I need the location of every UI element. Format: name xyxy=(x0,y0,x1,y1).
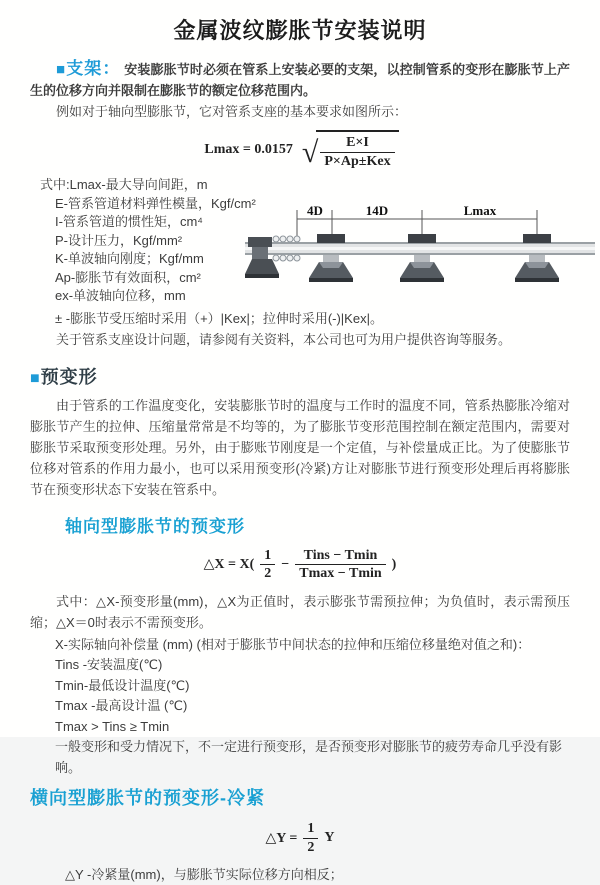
lmax-formula-radicand xyxy=(316,130,398,170)
lmax-formula-numerator: E×I xyxy=(320,134,394,153)
definition-line: E-管系管道材料弹性模量，Kgf/cm² xyxy=(55,195,256,211)
delta-y-rhs: Y xyxy=(324,830,335,845)
definition-line: 式中:Lmax-最大导向间距，m xyxy=(40,177,208,192)
guide-support xyxy=(400,234,444,282)
lmax-formula-lhs: Lmax = 0.0157 xyxy=(204,142,293,157)
minus-operator: − xyxy=(281,556,290,572)
radical-sign-icon: √ xyxy=(301,135,319,169)
support-example-line: 例如对于轴向型膨胀节，它对管系支座的基本要求如图所示： xyxy=(56,104,408,119)
axial-subheading: 轴向型膨胀节的预变形 xyxy=(65,516,245,536)
preform-body-paragraph: 由于管系的工作温度变化，安装膨胀节时的温度与工作时的温度不同，管系热膨胀冷缩对膨胀节产生的拉伸、压缩量常常是不均等的，为了膨胀节变形范围控制在额定范围内，需要对膨胀节采取预变形处理。另外，由于膨账节刚度是一个定值，与补偿量成正比。为了使膨胀节位移对管系的作用力最小，也可以采用预变形(冷紧)方让对膨胀节进行预变形处理后再将膨胀节在预变形状态下安装在管系中。 xyxy=(30,397,570,497)
sign-convention-note: ± -膨胀节受压缩时采用（+）|Kex|；拉伸时采用(-)|Kex|。 xyxy=(55,310,383,326)
one-half-fraction xyxy=(260,547,275,583)
section-square-icon: ■ xyxy=(30,369,41,387)
definition-line: ex-单波轴向位移，mm xyxy=(55,288,186,303)
page-title: 金属波纹膨胀节安装说明 xyxy=(173,18,427,43)
temperature-fraction xyxy=(295,547,385,583)
delta-x-formula xyxy=(30,547,570,583)
fraction-numerator: Tins − Tmin xyxy=(295,547,385,566)
delta-y-formula xyxy=(30,820,570,856)
one-half-fraction xyxy=(303,820,318,856)
fraction-denominator: 2 xyxy=(307,839,315,855)
x-note: X-实际轴向补偿量 (mm) (相对于膨胀节中间状态的拉伸和压缩位移量绝对值之和)： xyxy=(55,636,531,652)
fraction-denominator: 2 xyxy=(264,566,272,581)
dim-label-4d: 4D xyxy=(307,203,323,218)
definition-line: Ap-膨胀节有效面积，cm² xyxy=(55,269,201,285)
section-square-icon: ■ xyxy=(56,61,66,78)
guide-support xyxy=(515,234,559,282)
temp-line: Tmin-最低设计温度(℃) xyxy=(55,677,190,693)
guide-support xyxy=(309,234,353,282)
dim-label-14d: 14D xyxy=(365,203,389,218)
dim-label-lmax: Lmax xyxy=(463,203,497,218)
preform-heading-text: 预变形 xyxy=(40,366,98,387)
lmax-formula-denominator: P×Ap±Kex xyxy=(324,153,391,169)
delta-y-note: △Y -冷紧量(mm)，与膨胀节实际位移方向相反； xyxy=(65,867,343,882)
fraction-numerator: 1 xyxy=(303,820,318,839)
delta-y-lhs: △Y = xyxy=(265,830,298,846)
close-paren: ) xyxy=(391,556,397,572)
temp-line: Tmax -最高设计温 (℃) xyxy=(55,698,188,713)
lateral-subheading: 横向型膨胀节的预变形-冷紧 xyxy=(30,788,265,808)
temp-line: Tmax > Tins ≥ Tmin xyxy=(55,718,170,734)
general-note: 一般变形和受力情况下，不一定进行预变形，是否预变形对膨胀节的疲劳寿命几乎没有影响。 xyxy=(55,739,563,775)
consult-note: 关于管系支座设计问题，请参阅有关资料，本公司也可为用户提供咨询等服务。 xyxy=(56,331,512,347)
definition-line: P-设计压力，Kgf/mm² xyxy=(55,232,183,248)
support-intro-text: 安装膨胀节时必须在管系上安装必要的支架，以控制管系的变形在膨胀节上产生的位移方向并限制在膨胀节的额定位移范围内。 xyxy=(30,62,570,98)
fraction-numerator: 1 xyxy=(260,547,275,566)
lmax-formula xyxy=(30,130,570,170)
fraction-denominator: Tmax − Tmin xyxy=(299,566,382,581)
temp-line: Tins -安装温度(℃) xyxy=(55,657,163,672)
definition-line: K-单波轴向刚度；Kgf/mm xyxy=(55,251,204,266)
definition-line: I-管系管道的惯性矩，cm⁴ xyxy=(55,214,203,229)
support-heading: 支架： xyxy=(66,59,121,78)
pipe-support-diagram xyxy=(245,202,595,292)
definitions-and-diagram xyxy=(30,176,570,306)
preform-section-heading xyxy=(30,363,570,389)
delta-x-explain: 式中：△X-预变形量(mm)，△X为正值时，表示膨张节需预拉伸；为负值时，表示需预压缩；△X＝0时表示不需预变形。 xyxy=(30,593,570,630)
support-intro-paragraph xyxy=(30,58,570,101)
delta-x-lhs: △X = X( xyxy=(203,557,255,572)
